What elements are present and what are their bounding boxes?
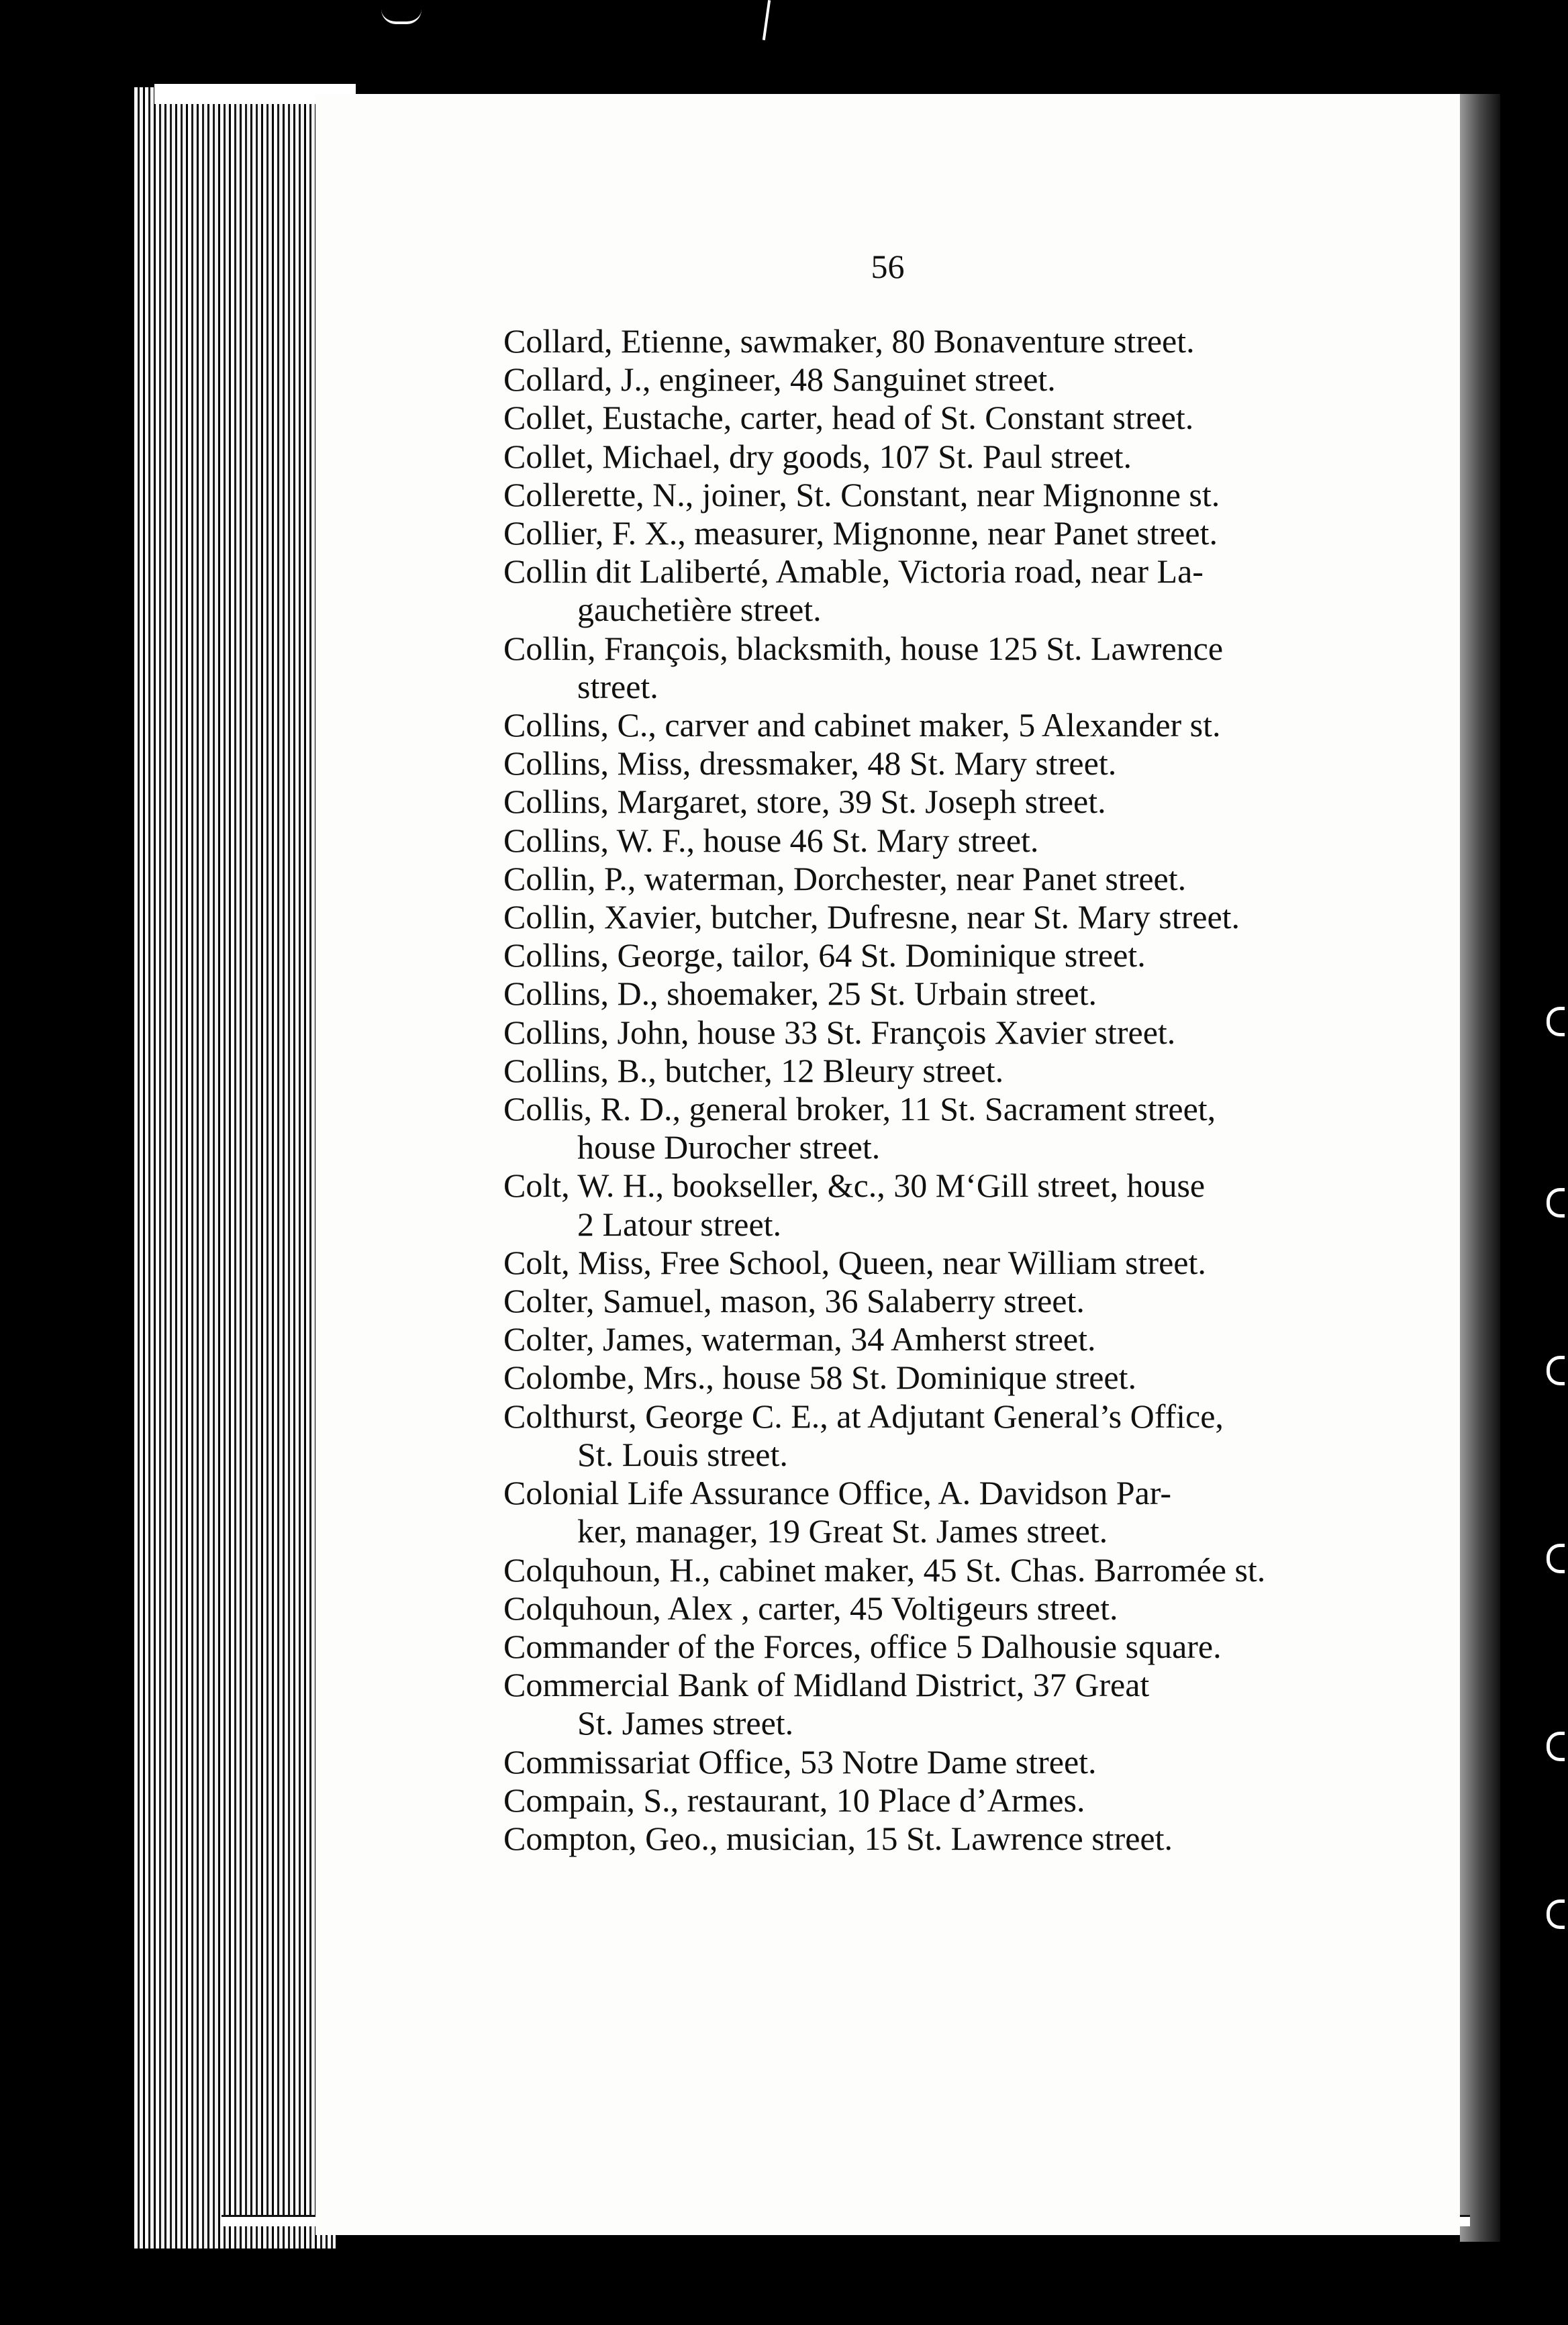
directory-entry — [503, 438, 1430, 476]
entry-line: Compton, Geo., musician, 15 St. Lawrence street. — [503, 1819, 1173, 1857]
entry-line: Collins, John, house 33 St. François Xavier street. — [503, 1013, 1176, 1051]
directory-entry — [503, 1397, 1430, 1474]
directory-entry — [503, 630, 1430, 706]
entry-line: Collis, R. D., general broker, 11 St. Sacrament street, — [503, 1090, 1216, 1128]
entry-line: Collerette, N., joiner, St. Constant, near Mignonne st. — [503, 475, 1220, 513]
directory-entry — [503, 1013, 1430, 1052]
directory-entry — [503, 1589, 1430, 1628]
entry-line: Colter, Samuel, mason, 36 Salaberry street. — [503, 1282, 1085, 1320]
directory-entry — [503, 552, 1430, 629]
directory-entry — [503, 1820, 1430, 1858]
facing-page-fragment — [1547, 1356, 1565, 1385]
entry-line: Commander of the Forces, office 5 Dalhousie square. — [503, 1627, 1222, 1665]
entry-line: Collin, Xavier, butcher, Dufresne, near St. Mary street. — [503, 898, 1240, 936]
facing-page-fragment — [1547, 1007, 1565, 1036]
directory-entry — [503, 1781, 1430, 1820]
entry-line: Collard, J., engineer, 48 Sanguinet street. — [503, 360, 1056, 399]
entry-line: Colonial Life Assurance Office, A. Davidson Par- — [503, 1474, 1172, 1512]
page-edges — [134, 87, 336, 2248]
entry-continuation-line: 2 Latour street. — [577, 1205, 782, 1243]
facing-page-fragment — [1547, 1188, 1565, 1218]
directory-entry — [503, 1282, 1430, 1320]
directory-entry — [503, 783, 1430, 821]
entry-line: Collins, Miss, dressmaker, 48 St. Mary street. — [503, 744, 1117, 783]
directory-entry — [503, 399, 1430, 437]
entry-line: Collet, Michael, dry goods, 107 St. Paul street. — [503, 437, 1132, 475]
facing-page-fragment — [1547, 1544, 1565, 1573]
entry-line: Compain, S., restaurant, 10 Place d’Armes. — [503, 1781, 1085, 1819]
entry-line: Collin dit Laliberté, Amable, Victoria road, near La- — [503, 552, 1204, 591]
entry-line: Collins, B., butcher, 12 Bleury street. — [503, 1051, 1004, 1089]
entry-line: Commissariat Office, 53 Notre Dame street. — [503, 1742, 1097, 1781]
directory-entry — [503, 936, 1430, 975]
entry-line: Collins, C., carver and cabinet maker, 5 Alexander st. — [503, 706, 1221, 744]
entry-continuation-line: ker, manager, 19 Great St. James street. — [577, 1512, 1108, 1550]
directory-entry — [503, 1167, 1430, 1243]
entry-line: Colter, James, waterman, 34 Amherst street. — [503, 1320, 1096, 1358]
scan-mark — [763, 0, 771, 40]
directory-entry — [503, 706, 1430, 744]
directory-entry — [503, 1358, 1430, 1397]
entry-line: Colt, W. H., bookseller, &c., 30 M‘Gill street, house — [503, 1167, 1206, 1205]
facing-page-fragment — [1547, 1732, 1565, 1761]
entry-continuation-line: street. — [577, 667, 658, 705]
directory-entry — [503, 1474, 1430, 1550]
directory-entry — [503, 360, 1430, 399]
directory-entry — [503, 975, 1430, 1013]
entry-line: Collins, Margaret, store, 39 St. Joseph street. — [503, 783, 1106, 821]
directory-entry — [503, 860, 1430, 898]
entry-line: Collin, François, blacksmith, house 125 St. Lawrence — [503, 629, 1224, 667]
directory-entry — [503, 1244, 1430, 1282]
facing-page-fragment — [1547, 1899, 1565, 1929]
directory-entry — [503, 1666, 1430, 1742]
directory-entry — [503, 822, 1430, 860]
entry-line: Collard, Etienne, sawmaker, 80 Bonaventure street. — [503, 322, 1195, 360]
entry-line: Colombe, Mrs., house 58 St. Dominique street. — [503, 1358, 1136, 1397]
directory-entry — [503, 1743, 1430, 1781]
directory-entry — [503, 514, 1430, 552]
scan-mark — [381, 9, 422, 24]
facing-page-fragments — [1544, 1007, 1568, 2014]
directory-entry — [503, 1320, 1430, 1358]
entry-line: Collier, F. X., measurer, Mignonne, near Panet street. — [503, 514, 1218, 552]
entry-line: Commercial Bank of Midland District, 37 Great — [503, 1666, 1150, 1704]
page-number: 56 — [871, 248, 905, 285]
entry-line: Collins, D., shoemaker, 25 St. Urbain street. — [503, 975, 1097, 1013]
book-page — [315, 94, 1460, 2235]
entry-line: Colthurst, George C. E., at Adjutant General’s Office, — [503, 1397, 1224, 1435]
directory-entry — [503, 1090, 1430, 1167]
entry-line: Colquhoun, H., cabinet maker, 45 St. Chas. Barromée st. — [503, 1550, 1266, 1589]
entry-continuation-line: St. James street. — [577, 1704, 794, 1742]
entry-line: Collin, P., waterman, Dorchester, near Panet street. — [503, 859, 1187, 897]
directory-entries — [503, 322, 1430, 1858]
directory-entry — [503, 476, 1430, 514]
entry-line: Collins, W. F., house 46 St. Mary street. — [503, 821, 1039, 859]
directory-entry — [503, 322, 1430, 360]
entry-line: Collet, Eustache, carter, head of St. Constant street. — [503, 399, 1194, 437]
directory-entry — [503, 1628, 1430, 1666]
directory-entry — [503, 898, 1430, 936]
directory-entry — [503, 1052, 1430, 1090]
entry-line: Colquhoun, Alex , carter, 45 Voltigeurs street. — [503, 1589, 1118, 1627]
entry-continuation-line: St. Louis street. — [577, 1435, 788, 1473]
directory-entry — [503, 744, 1430, 783]
entry-continuation-line: house Durocher street. — [577, 1128, 881, 1167]
directory-entry — [503, 1551, 1430, 1589]
entry-line: Collins, George, tailor, 64 St. Dominique street. — [503, 936, 1146, 975]
gutter-shadow — [1460, 94, 1500, 2242]
entry-continuation-line: gauchetière street. — [577, 591, 822, 629]
entry-line: Colt, Miss, Free School, Queen, near William street. — [503, 1243, 1206, 1281]
